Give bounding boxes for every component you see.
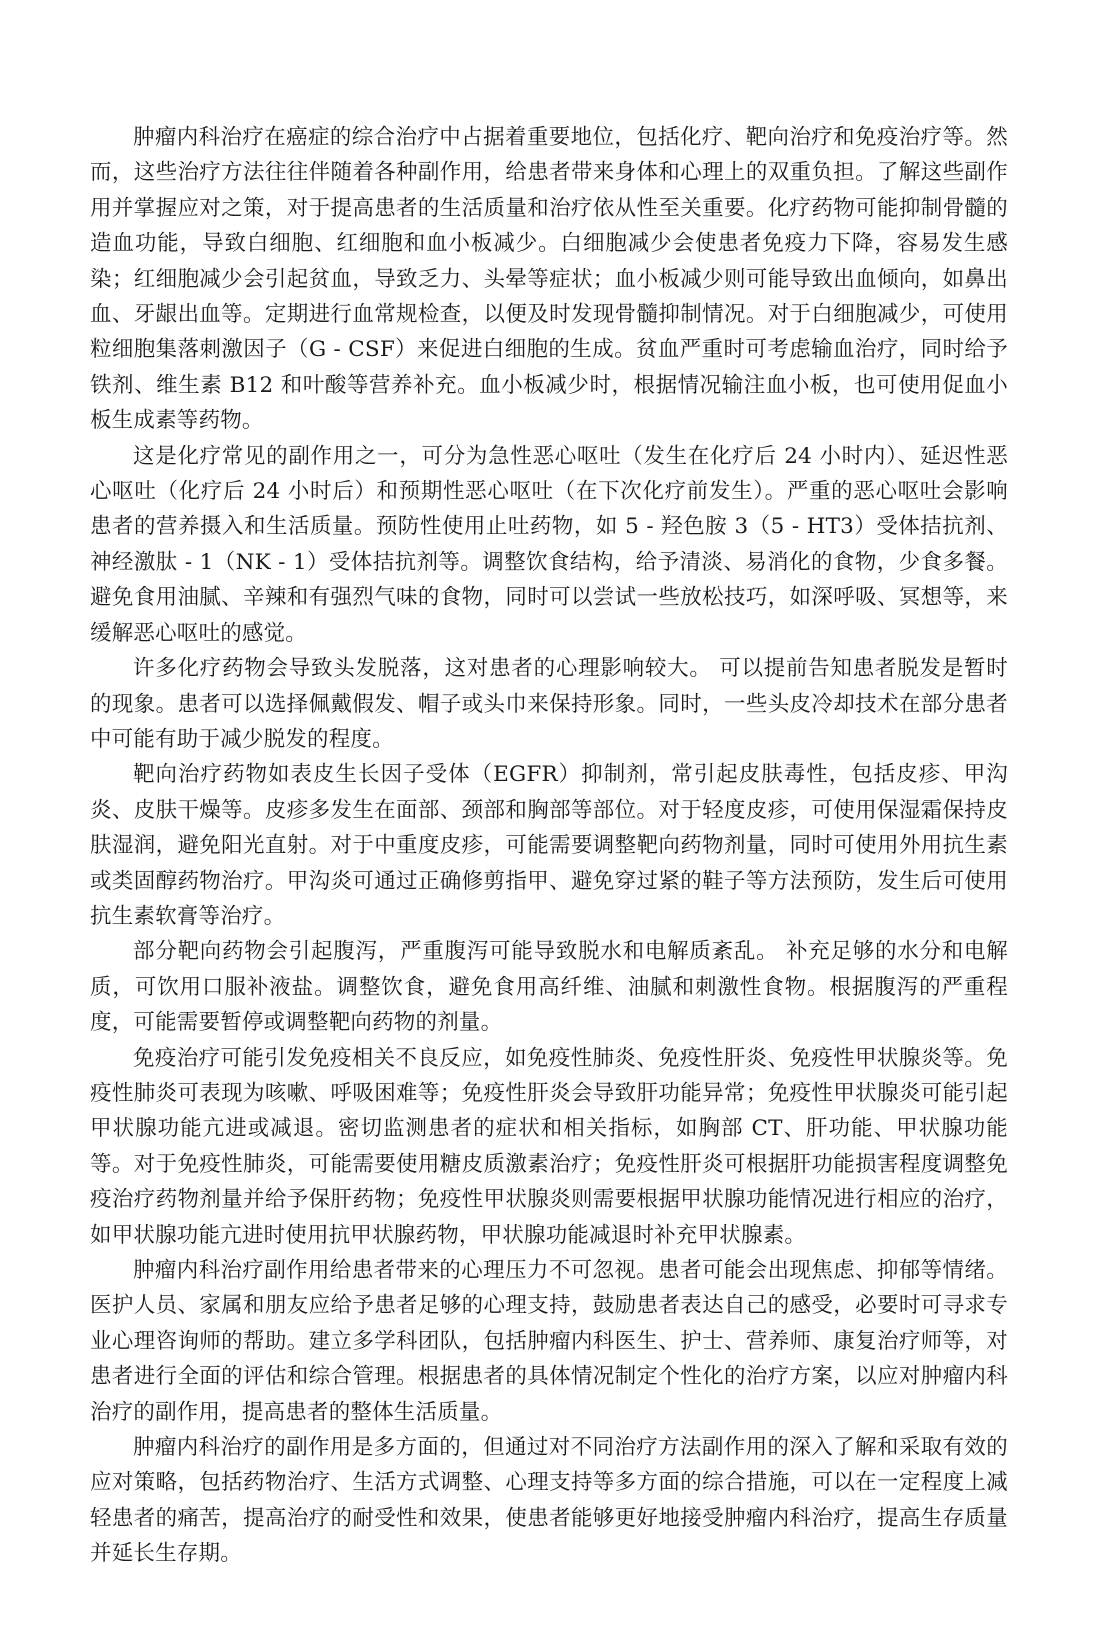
paragraph-myelosuppression: 肿瘤内科治疗在癌症的综合治疗中占据着重要地位，包括化疗、靶向治疗和免疫治疗等。然而，这些治疗方法往往伴随着各种副作用，给患者带来身体和心理上的双重负担。了解这些副作用并掌握应对之策，对于提高患者的生活质量和治疗依从性至关重要。化疗药物可能抑制骨髓的造血功能，导致白细胞、红细胞和血小板减少。白细胞减少会使患者免疫力下降，容易发生感染；红细胞减少会引起贫血，导致乏力、头晕等症状；血小板减少则可能导致出血倾向，如鼻出血、牙龈出血等。定期进行血常规检查，以便及时发现骨髓抑制情况。对于白细胞减少，可使用粒细胞集落刺激因子（G - CSF）来促进白细胞的生成。贫血严重时可考虑输血治疗，同时给予铁剂、维生素 B12 和叶酸等营养补充。血小板减少时，根据情况输注血小板，也可使用促血小板生成素等药物。 [90, 125, 1008, 434]
paragraph-diarrhea: 部分靶向药物会引起腹泻，严重腹泻可能导致脱水和电解质紊乱。 补充足够的水分和电解质，可饮用口服补液盐。调整饮食，避免食用高纤维、油腻和刺激性食物。根据腹泻的严重程度，可能需要暂停或调整靶向药物的剂量。 [90, 939, 1008, 1036]
paragraph-psychological-support: 肿瘤内科治疗副作用给患者带来的心理压力不可忽视。患者可能会出现焦虑、抑郁等情绪。医护人员、家属和朋友应给予患者足够的心理支持，鼓励患者表达自己的感受，必要时可寻求专业心理咨询师的帮助。建立多学科团队，包括肿瘤内科医生、护士、营养师、康复治疗师等，对患者进行全面的评估和综合管理。根据患者的具体情况制定个性化的治疗方案，以应对肿瘤内科治疗的副作用，提高患者的整体生活质量。 [90, 1258, 1008, 1425]
paragraph-immune-reactions: 免疫治疗可能引发免疫相关不良反应，如免疫性肺炎、免疫性肝炎、免疫性甲状腺炎等。免疫性肺炎可表现为咳嗽、呼吸困难等；免疫性肝炎会导致肝功能异常；免疫性甲状腺炎可能引起甲状腺功能亢进或减退。密切监测患者的症状和相关指标，如胸部 CT、肝功能、甲状腺功能等。对于免疫性肺炎，可能需要使用糖皮质激素治疗；免疫性肝炎可根据肝功能损害程度调整免疫治疗药物剂量并给予保肝药物；免疫性甲状腺炎则需要根据甲状腺功能情况进行相应的治疗，如甲状腺功能亢进时使用抗甲状腺药物，甲状腺功能减退时补充甲状腺素。 [90, 1045, 1008, 1248]
paragraph-conclusion: 肿瘤内科治疗的副作用是多方面的，但通过对不同治疗方法副作用的深入了解和采取有效的应对策略，包括药物治疗、生活方式调整、心理支持等多方面的综合措施，可以在一定程度上减轻患者的痛苦，提高治疗的耐受性和效果，使患者能够更好地接受肿瘤内科治疗，提高生存质量并延长生存期。 [90, 1435, 1008, 1567]
paragraph-hair-loss: 许多化疗药物会导致头发脱落，这对患者的心理影响较大。 可以提前告知患者脱发是暂时的现象。患者可以选择佩戴假发、帽子或头巾来保持形象。同时，一些头皮冷却技术在部分患者中可能有助于减少脱发的程度。 [90, 656, 1008, 752]
document-body [90, 120, 1008, 1572]
paragraph-skin-toxicity: 靶向治疗药物如表皮生长因子受体（EGFR）抑制剂，常引起皮肤毒性，包括皮疹、甲沟炎、皮肤干燥等。皮疹多发生在面部、颈部和胸部等部位。对于轻度皮疹，可使用保湿霜保持皮肤湿润，避免阳光直射。对于中重度皮疹，可能需要调整靶向药物剂量，同时可使用外用抗生素或类固醇药物治疗。甲沟炎可通过正确修剪指甲、避免穿过紧的鞋子等方法预防，发生后可使用抗生素软膏等治疗。 [90, 762, 1008, 929]
paragraph-nausea-vomiting: 这是化疗常见的副作用之一，可分为急性恶心呕吐（发生在化疗后 24 小时内）、延迟性恶心呕吐（化疗后 24 小时后）和预期性恶心呕吐（在下次化疗前发生）。严重的恶心呕吐会影响患者的营养摄入和生活质量。预防性使用止吐药物，如 5 - 羟色胺 3（5 - HT3）受体拮抗剂、神经激肽 - 1（NK - 1）受体拮抗剂等。调整饮食结构，给予清淡、易消化的食物，少食多餐。避免食用油腻、辛辣和有强烈气味的食物，同时可以尝试一些放松技巧，如深呼吸、冥想等，来缓解恶心呕吐的感觉。 [90, 443, 1008, 646]
